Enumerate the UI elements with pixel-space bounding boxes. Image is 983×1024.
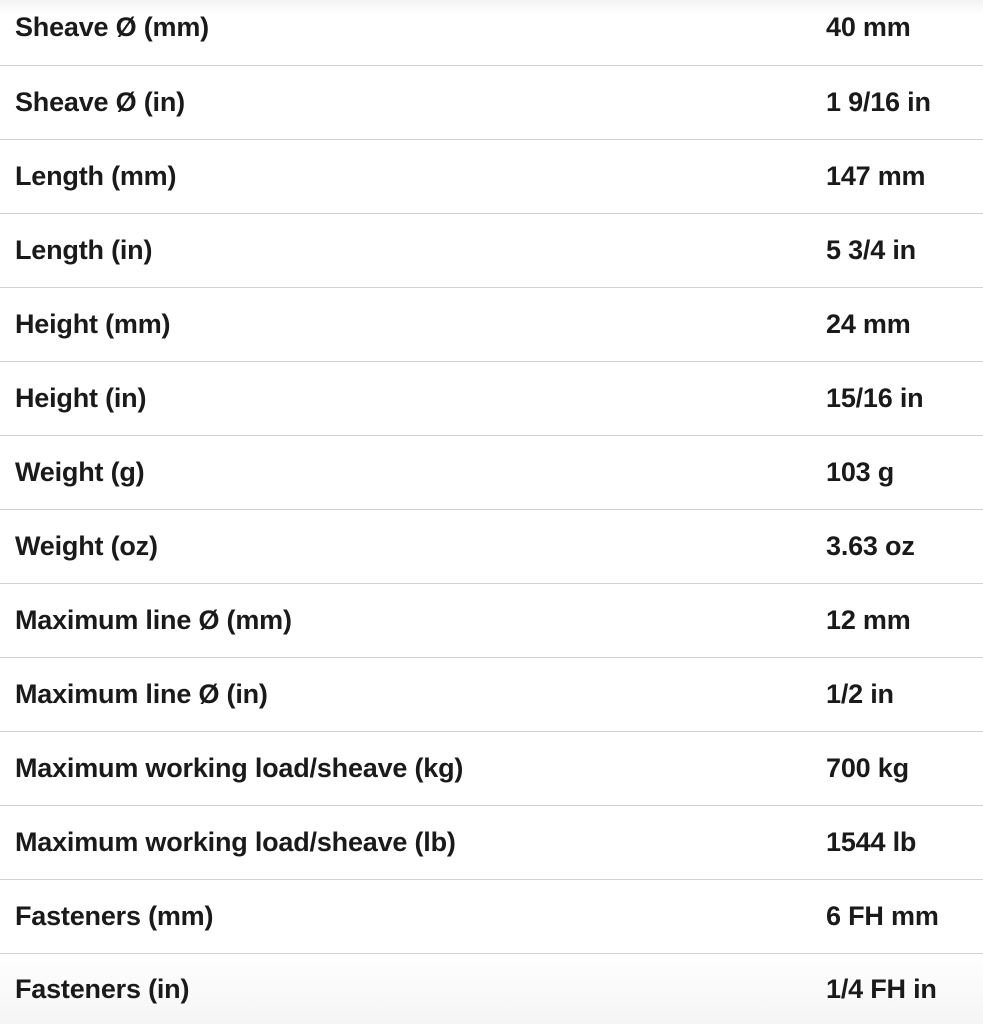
spec-value: 1544 lb <box>826 827 917 857</box>
spec-label: Maximum working load/sheave (lb) <box>15 827 456 857</box>
spec-label: Maximum line Ø (in) <box>15 679 268 709</box>
spec-row-sheave-mm <box>0 0 983 66</box>
spec-value: 103 g <box>826 457 895 487</box>
spec-label: Height (in) <box>15 383 147 413</box>
spec-row-height-mm <box>0 288 983 362</box>
spec-label: Fasteners (in) <box>15 973 190 1004</box>
spec-value: 1 9/16 in <box>826 87 931 117</box>
spec-value: 1/4 FH in <box>826 973 937 1004</box>
spec-value: 5 3/4 in <box>826 235 916 265</box>
spec-row-length-in <box>0 214 983 288</box>
spec-label: Sheave Ø (mm) <box>15 12 209 42</box>
spec-row-weight-g <box>0 436 983 510</box>
spec-label: Fasteners (mm) <box>15 901 214 931</box>
spec-row-fasteners-in <box>0 954 983 1024</box>
spec-value: 700 kg <box>826 753 909 783</box>
spec-value: 3.63 oz <box>826 531 915 561</box>
spec-label: Weight (oz) <box>15 531 158 561</box>
spec-value: 1/2 in <box>826 679 894 709</box>
spec-label: Height (mm) <box>15 309 171 339</box>
spec-value: 24 mm <box>826 309 911 339</box>
spec-row-max-load-lb <box>0 806 983 880</box>
spec-label: Maximum working load/sheave (kg) <box>15 753 464 783</box>
spec-value: 40 mm <box>826 12 911 42</box>
spec-row-max-line-mm <box>0 584 983 658</box>
spec-row-fasteners-mm <box>0 880 983 954</box>
spec-row-weight-oz <box>0 510 983 584</box>
spec-label: Weight (g) <box>15 457 145 487</box>
spec-value: 147 mm <box>826 161 926 191</box>
spec-value: 6 FH mm <box>826 901 939 931</box>
spec-label: Sheave Ø (in) <box>15 87 185 117</box>
spec-value: 12 mm <box>826 605 911 635</box>
spec-row-max-load-kg <box>0 732 983 806</box>
spec-value: 15/16 in <box>826 383 924 413</box>
spec-label: Length (in) <box>15 235 153 265</box>
spec-label: Length (mm) <box>15 161 177 191</box>
spec-row-length-mm <box>0 140 983 214</box>
spec-row-max-line-in <box>0 658 983 732</box>
spec-label: Maximum line Ø (mm) <box>15 605 292 635</box>
spec-row-sheave-in <box>0 66 983 140</box>
spec-row-height-in <box>0 362 983 436</box>
